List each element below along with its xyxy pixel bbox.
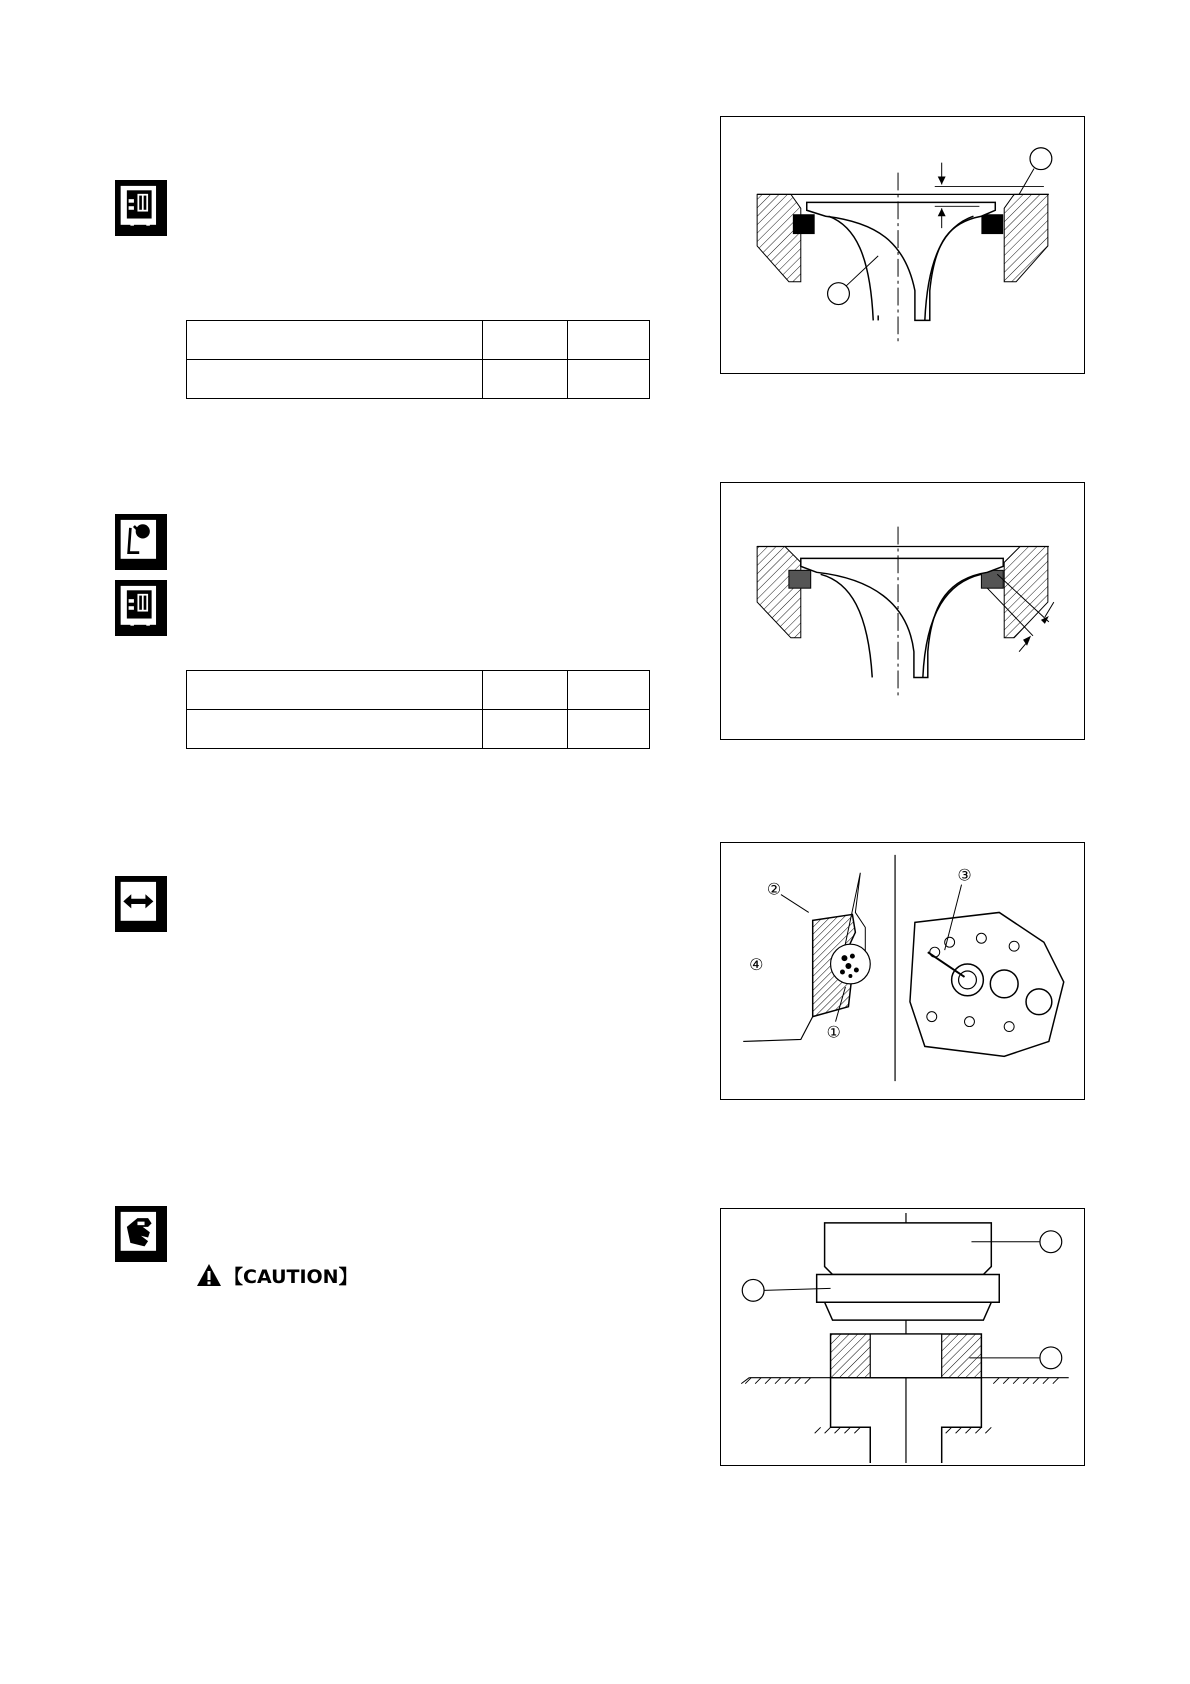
valve-seat-figure bbox=[720, 116, 1085, 374]
service-data-icon bbox=[115, 180, 167, 236]
service-data-icon-2 bbox=[115, 580, 167, 636]
table-row bbox=[187, 710, 650, 749]
table-cell bbox=[483, 710, 568, 749]
callout-4: ④ bbox=[749, 955, 764, 975]
caution-label bbox=[196, 1261, 358, 1289]
table-cell bbox=[483, 360, 568, 399]
table-cell bbox=[568, 710, 650, 749]
callout-1: ① bbox=[826, 1022, 841, 1042]
callout-2: ② bbox=[767, 879, 782, 899]
spec-table-2 bbox=[186, 670, 650, 749]
valve-lapping-figure bbox=[720, 842, 1085, 1100]
caution-text: 【CAUTION】 bbox=[224, 1265, 358, 1288]
spec-table-1 bbox=[186, 320, 650, 399]
callout-3: ③ bbox=[957, 865, 972, 885]
table-cell bbox=[187, 360, 483, 399]
table-cell bbox=[483, 671, 568, 710]
table-cell bbox=[187, 710, 483, 749]
valve-contact-figure bbox=[720, 482, 1085, 740]
table-cell bbox=[187, 671, 483, 710]
table-cell bbox=[568, 360, 650, 399]
guide-press-figure bbox=[720, 1208, 1085, 1466]
table-cell bbox=[568, 671, 650, 710]
table-row bbox=[187, 321, 650, 360]
inspection-gauge-icon bbox=[115, 514, 167, 570]
measurement-arrows-icon bbox=[115, 876, 167, 932]
table-row bbox=[187, 671, 650, 710]
warning-triangle-icon bbox=[196, 1263, 222, 1287]
table-row bbox=[187, 360, 650, 399]
table-cell bbox=[483, 321, 568, 360]
hand-press-icon bbox=[115, 1206, 167, 1262]
table-cell bbox=[187, 321, 483, 360]
table-cell bbox=[568, 321, 650, 360]
